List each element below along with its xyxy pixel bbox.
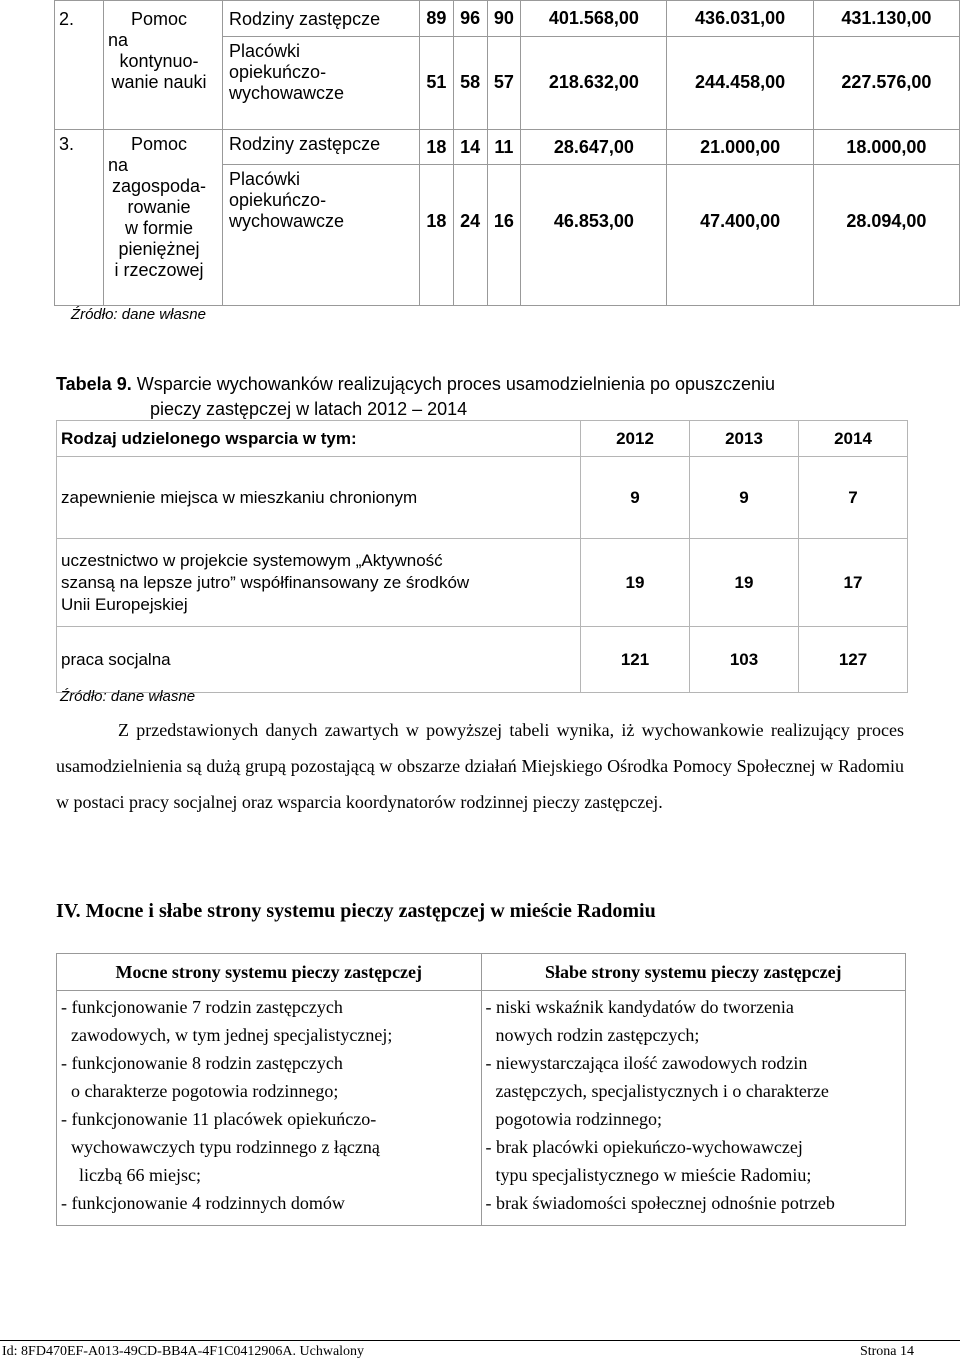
table-header-row bbox=[57, 954, 906, 991]
value-cell: 51 bbox=[420, 36, 454, 129]
value-cell: 18 bbox=[420, 130, 454, 165]
row-label: praca socjalna bbox=[57, 627, 581, 693]
swot-table bbox=[56, 953, 906, 1226]
column-header: 2013 bbox=[690, 421, 799, 457]
value-cell: 14 bbox=[453, 130, 487, 165]
value-cell: 89 bbox=[420, 1, 454, 37]
table-row bbox=[57, 627, 908, 693]
footer-id: Id: 8FD470EF-A013-49CD-BB4A-4F1C0412906A. Uchwalony bbox=[2, 1344, 365, 1359]
table-row bbox=[57, 991, 906, 1226]
value-cell: 103 bbox=[690, 627, 799, 693]
value-cell: 28.094,00 bbox=[813, 165, 959, 306]
support-table bbox=[56, 420, 908, 693]
list-item: - niewystarczająca ilość zawodowych rodzin bbox=[485, 1053, 808, 1073]
table-row bbox=[57, 457, 908, 539]
value-cell: 57 bbox=[487, 36, 521, 129]
value-cell: 11 bbox=[487, 130, 521, 165]
value-cell: 90 bbox=[487, 1, 521, 37]
value-cell: 401.568,00 bbox=[521, 1, 667, 37]
strong-header: Mocne strony systemu pieczy zastępczej bbox=[57, 954, 482, 991]
value-cell: 121 bbox=[581, 627, 690, 693]
table-row bbox=[55, 130, 960, 165]
value-cell: 19 bbox=[690, 539, 799, 627]
value-cell: 18.000,00 bbox=[813, 130, 959, 165]
type-cell: Rodziny zastępcze bbox=[223, 130, 420, 165]
value-cell: 244.458,00 bbox=[667, 36, 813, 129]
list-item: - funkcjonowanie 7 rodzin zastępczych bbox=[61, 997, 343, 1017]
column-header: 2012 bbox=[581, 421, 690, 457]
value-cell: 47.400,00 bbox=[667, 165, 813, 306]
table-caption: Tabela 9. Wsparcie wychowanków realizujących proces usamodzielnienia po opuszczeniu bbox=[56, 374, 776, 394]
value-cell: 7 bbox=[799, 457, 908, 539]
weak-header: Słabe strony systemu pieczy zastępczej bbox=[481, 954, 906, 991]
row-number: 3. bbox=[55, 130, 104, 306]
type-cell: Placówki opiekuńczo- wychowawcze bbox=[223, 165, 420, 306]
row-label: uczestnictwo w projekcie systemowym „Aktywność szansą na lepsze jutro” współfinansowany ze środków Unii Europejskiej bbox=[57, 539, 581, 627]
value-cell: 24 bbox=[453, 165, 487, 306]
value-cell: 9 bbox=[690, 457, 799, 539]
row-number: 2. bbox=[55, 1, 104, 130]
list-item: - brak świadomości społecznej odnośnie potrzeb bbox=[485, 1193, 835, 1213]
value-cell: 218.632,00 bbox=[521, 36, 667, 129]
value-cell: 21.000,00 bbox=[667, 130, 813, 165]
type-cell: Rodziny zastępcze bbox=[223, 1, 420, 37]
strong-list bbox=[57, 991, 482, 1226]
value-cell: 58 bbox=[453, 36, 487, 129]
column-header: 2014 bbox=[799, 421, 908, 457]
list-item: - funkcjonowanie 11 placówek opiekuńczo- bbox=[61, 1109, 377, 1129]
value-cell: 127 bbox=[799, 627, 908, 693]
row-name: Pomoc na kontynuo- wanie nauki bbox=[104, 1, 223, 130]
value-cell: 227.576,00 bbox=[813, 36, 959, 129]
type-cell: Placówki opiekuńczo- wychowawcze bbox=[223, 36, 420, 129]
value-cell: 28.647,00 bbox=[521, 130, 667, 165]
list-item: nowych rodzin zastępczych; bbox=[495, 1025, 700, 1045]
list-item: typu specjalistycznego w mieście Radomiu; bbox=[495, 1165, 812, 1185]
value-cell: 18 bbox=[420, 165, 454, 306]
section-heading: IV. Mocne i słabe strony systemu pieczy zastępczej w mieście Radomiu bbox=[56, 900, 656, 922]
list-item: zawodowych, w tym jednej specjalistycznej; bbox=[71, 1025, 393, 1045]
row-name: Pomoc na zagospoda- rowanie w formie pieniężnej i rzeczowej bbox=[104, 130, 223, 306]
column-header: Rodzaj udzielonego wsparcia w tym: bbox=[57, 421, 581, 457]
list-item: zastępczych, specjalistycznych i o charakterze bbox=[495, 1081, 829, 1101]
value-cell: 46.853,00 bbox=[521, 165, 667, 306]
table-row bbox=[57, 539, 908, 627]
list-item: liczbą 66 miejsc; bbox=[79, 1165, 201, 1185]
list-item: - funkcjonowanie 4 rodzinnych domów bbox=[61, 1193, 345, 1213]
value-cell: 431.130,00 bbox=[813, 1, 959, 37]
value-cell: 16 bbox=[487, 165, 521, 306]
footer-divider bbox=[0, 1340, 960, 1341]
table-source-note: Źródło: dane własne bbox=[60, 688, 196, 705]
value-cell: 19 bbox=[581, 539, 690, 627]
list-item: - brak placówki opiekuńczo-wychowawczej bbox=[485, 1137, 803, 1157]
body-paragraph: Z przedstawionych danych zawartych w powyższej tabeli wynika, iż wychowankowie realizujący proces usamodzielnienia są dużą grupą pozostającą w obszarze działań Miejskiego Ośrodka Pomocy Społecznej w Radomiu w postaci pracy socjalnej oraz wsparcia koordynatorów rodzinnej pieczy zastępczej. bbox=[56, 720, 904, 812]
table-caption-line2: pieczy zastępczej w latach 2012 – 2014 bbox=[150, 399, 468, 419]
table-row bbox=[55, 1, 960, 37]
row-label: zapewnienie miejsca w mieszkaniu chronionym bbox=[57, 457, 581, 539]
table-source-note: Źródło: dane własne bbox=[70, 306, 206, 323]
value-cell: 17 bbox=[799, 539, 908, 627]
list-item: wychowawczych typu rodzinnego z łączną bbox=[71, 1137, 380, 1157]
list-item: - niski wskaźnik kandydatów do tworzenia bbox=[485, 997, 794, 1017]
weak-list bbox=[481, 991, 906, 1226]
list-item: - funkcjonowanie 8 rodzin zastępczych bbox=[61, 1053, 343, 1073]
footer-page-number: Strona 14 bbox=[859, 1344, 914, 1359]
value-cell: 9 bbox=[581, 457, 690, 539]
table-header-row bbox=[57, 421, 908, 457]
continuation-table bbox=[54, 0, 960, 306]
value-cell: 96 bbox=[453, 1, 487, 37]
list-item: o charakterze pogotowia rodzinnego; bbox=[71, 1081, 339, 1101]
list-item: pogotowia rodzinnego; bbox=[495, 1109, 662, 1129]
value-cell: 436.031,00 bbox=[667, 1, 813, 37]
